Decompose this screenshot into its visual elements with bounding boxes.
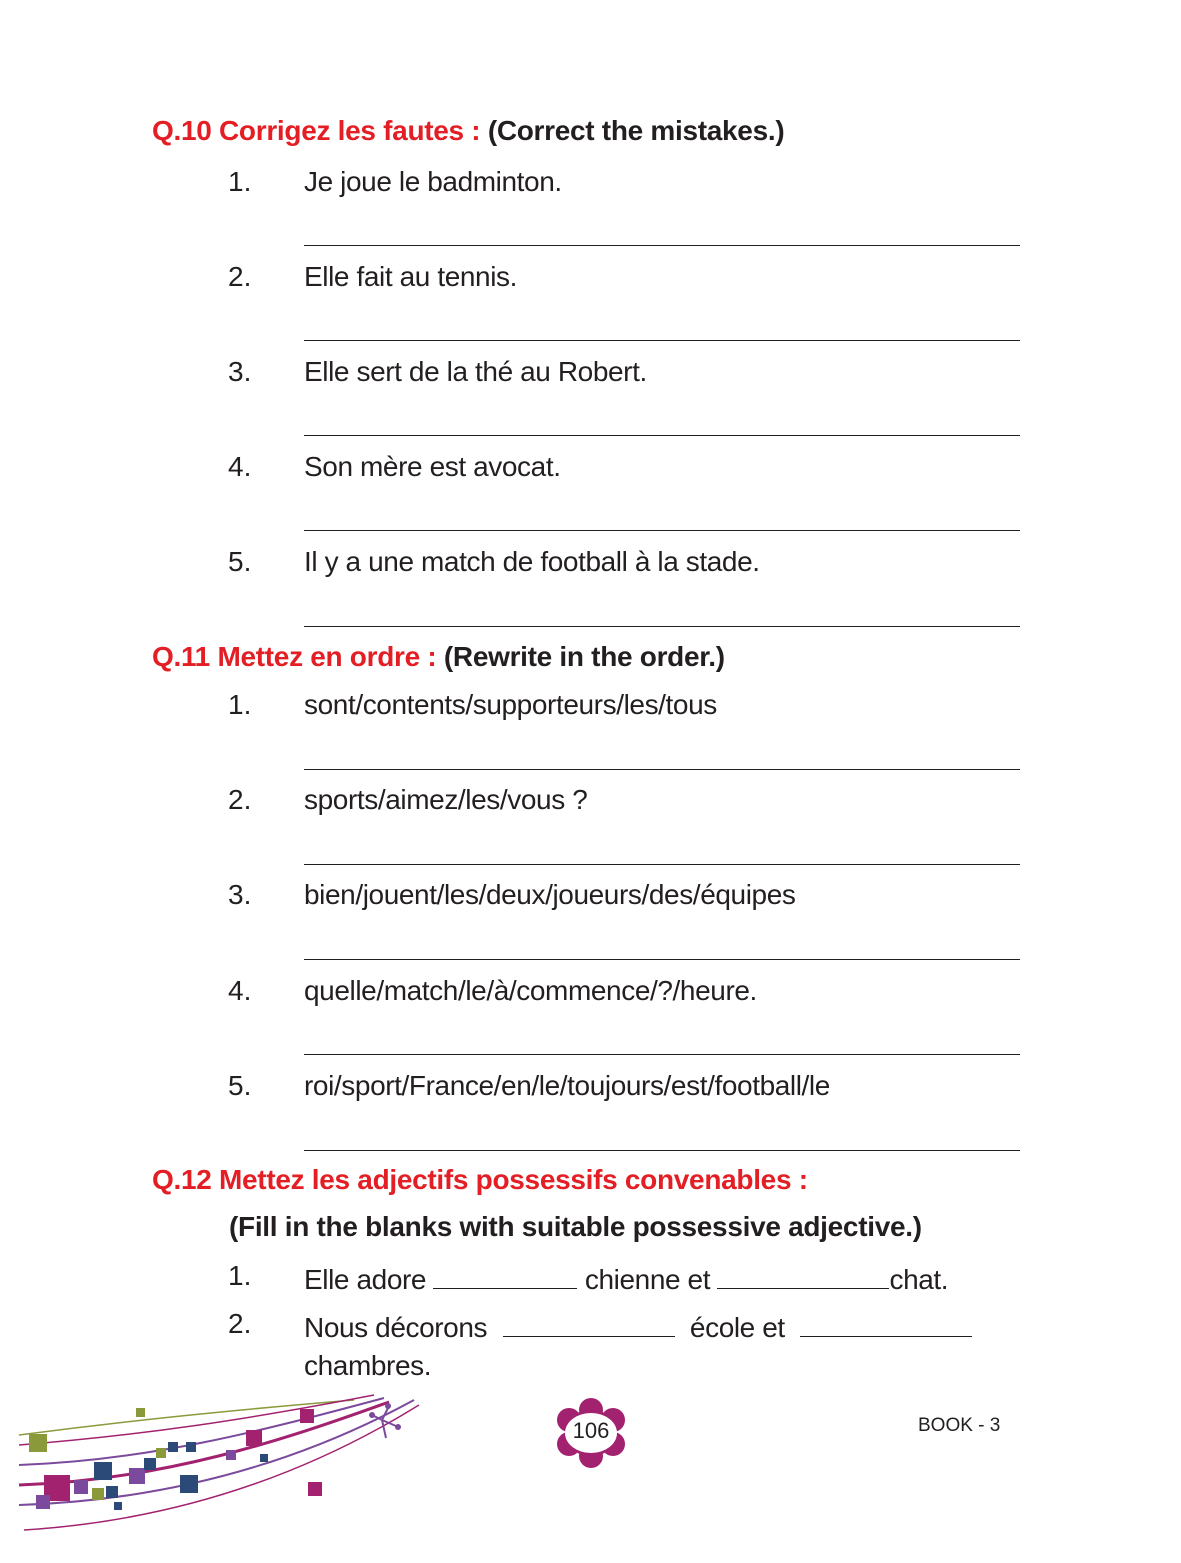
q12-item-2 (0, 1308, 1181, 1348)
q10-item-3 (0, 356, 1181, 396)
item-number: 1. (228, 166, 252, 197)
item-number: 5. (228, 546, 252, 577)
item-number: 1. (228, 689, 252, 720)
answer-line[interactable] (304, 626, 1020, 627)
q11-label: Q.11 (152, 641, 210, 672)
sentence-part: chambres. (304, 1350, 432, 1381)
q12-title: Mettez les adjectifs possessifs convenables : (219, 1164, 808, 1195)
item-text: quelle/match/le/à/commence/?/heure. (304, 975, 757, 1006)
answer-line[interactable] (304, 435, 1020, 436)
q11-item-1 (0, 689, 1181, 729)
item-number: 4. (228, 451, 252, 482)
item-number: 4. (228, 975, 252, 1006)
q12-item-1 (0, 1260, 1181, 1300)
item-text: Il y a une match de football à la stade. (304, 546, 760, 577)
q12-heading (152, 1164, 808, 1196)
item-text: Je joue le badminton. (304, 166, 562, 197)
sentence-part: chienne et (584, 1264, 711, 1295)
item-text: bien/jouent/les/deux/joueurs/des/équipes (304, 879, 796, 910)
answer-line[interactable] (304, 769, 1020, 770)
q12-item-2-continued (0, 1350, 1181, 1390)
q10-item-5 (0, 546, 1181, 586)
item-text (304, 1260, 948, 1296)
q12-label: Q.12 (152, 1164, 212, 1195)
q11-title: Mettez en ordre : (217, 641, 437, 672)
item-number: 1. (228, 1260, 252, 1291)
q11-subtitle: (Rewrite in the order.) (443, 641, 725, 672)
decorative-swoosh-graphic (14, 1390, 434, 1540)
q10-label: Q.10 (152, 115, 212, 146)
q10-item-4 (0, 451, 1181, 491)
item-text: Elle fait au tennis. (304, 261, 518, 292)
item-text: sports/aimez/les/vous ? (304, 784, 588, 815)
item-text: Son mère est avocat. (304, 451, 561, 482)
answer-line[interactable] (304, 530, 1020, 531)
sentence-part: chat. (889, 1264, 949, 1295)
item-text: Elle sert de la thé au Robert. (304, 356, 647, 387)
answer-line[interactable] (304, 959, 1020, 960)
q10-title: Corrigez les fautes : (219, 115, 481, 146)
item-number: 3. (228, 879, 252, 910)
blank-field[interactable] (503, 1308, 675, 1337)
page-number: 106 (572, 1418, 610, 1443)
q11-heading (152, 641, 725, 673)
q11-item-3 (0, 879, 1181, 919)
blank-field[interactable] (717, 1260, 889, 1289)
q11-item-5 (0, 1070, 1181, 1110)
answer-line[interactable] (304, 1054, 1020, 1055)
answer-line[interactable] (304, 340, 1020, 341)
item-text: sont/contents/supporteurs/les/tous (304, 689, 717, 720)
q10-heading (152, 115, 784, 147)
blank-field[interactable] (433, 1260, 577, 1289)
item-text (304, 1308, 972, 1344)
q11-item-4 (0, 975, 1181, 1015)
blank-field[interactable] (800, 1308, 972, 1337)
q11-item-2 (0, 784, 1181, 824)
answer-line[interactable] (304, 245, 1020, 246)
sentence-part: école et (689, 1312, 785, 1343)
sentence-part: Nous décorons (304, 1312, 488, 1343)
q10-item-1 (0, 166, 1181, 206)
book-label: BOOK - 3 (918, 1415, 1001, 1436)
q12-instruction: (Fill in the blanks with suitable possessive adjective.) (229, 1211, 922, 1242)
answer-line[interactable] (304, 1150, 1020, 1151)
item-number: 2. (228, 1308, 252, 1339)
q10-subtitle: (Correct the mistakes.) (487, 115, 785, 146)
answer-line[interactable] (304, 864, 1020, 865)
q10-item-2 (0, 261, 1181, 301)
item-number: 3. (228, 356, 252, 387)
item-number: 2. (228, 784, 252, 815)
item-text: roi/sport/France/en/le/toujours/est/football/le (304, 1070, 830, 1101)
item-number: 2. (228, 261, 252, 292)
item-number: 5. (228, 1070, 252, 1101)
sentence-part: Elle adore (304, 1264, 427, 1295)
